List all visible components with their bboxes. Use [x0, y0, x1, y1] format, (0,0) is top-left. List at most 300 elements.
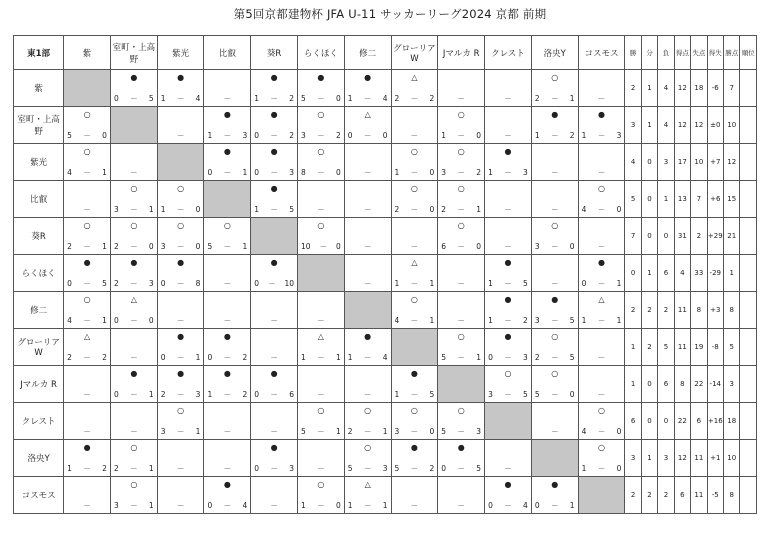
- score-dash: －: [410, 427, 419, 436]
- score: [441, 464, 481, 473]
- match-result-cell: [251, 440, 298, 477]
- score-dash: －: [410, 464, 419, 473]
- unplayed-mark: －: [597, 353, 606, 362]
- score: [67, 279, 107, 288]
- score-against: 0: [148, 242, 154, 251]
- match-result-cell: [531, 107, 578, 144]
- score-against: 0: [102, 131, 107, 140]
- score-dash: －: [504, 501, 512, 510]
- stat-header: 分: [641, 36, 657, 70]
- score-for: 2: [394, 205, 400, 214]
- score-for: 0: [67, 279, 72, 288]
- unplayed-mark: －: [550, 205, 559, 214]
- score-for: 1: [301, 353, 306, 362]
- stat-value: 18: [691, 70, 707, 107]
- score-for: 2: [347, 427, 353, 436]
- score: [535, 353, 575, 362]
- match-result-cell: [298, 144, 345, 181]
- result-symbol: ●: [223, 369, 231, 378]
- stat-value: 1: [641, 107, 657, 144]
- score-against: 1: [195, 353, 201, 362]
- unplayed-mark: －: [223, 464, 232, 473]
- match-result-cell: [298, 477, 345, 514]
- score-dash: －: [223, 501, 232, 510]
- score-against: 3: [289, 168, 294, 177]
- row-team-name: 紫: [14, 70, 64, 107]
- corner-label: 東1部: [14, 36, 64, 70]
- match-result-cell: [485, 440, 532, 477]
- score: [348, 427, 388, 436]
- score-against: 2: [569, 131, 575, 140]
- score: [301, 427, 341, 436]
- score-against: 4: [523, 501, 528, 510]
- match-result-cell: [344, 255, 391, 292]
- stat-value: 10: [723, 107, 739, 144]
- score-dash: －: [176, 353, 185, 362]
- unplayed-mark: －: [504, 242, 512, 251]
- score-against: 5: [102, 279, 107, 288]
- score-for: 0: [254, 131, 260, 140]
- match-result-cell: [157, 403, 204, 440]
- score: [395, 427, 435, 436]
- score-dash: －: [270, 205, 278, 214]
- match-result-cell: [344, 70, 391, 107]
- result-symbol: ○: [317, 147, 325, 156]
- score: [488, 501, 528, 510]
- score: [161, 205, 201, 214]
- stat-value: 13: [674, 181, 690, 218]
- match-result-cell: [578, 144, 625, 181]
- match-result-cell: [64, 107, 111, 144]
- result-symbol: △: [130, 295, 137, 304]
- score-dash: －: [597, 131, 606, 140]
- match-result-cell: [344, 218, 391, 255]
- score-dash: －: [597, 316, 606, 325]
- score-for: 0: [534, 501, 540, 510]
- result-symbol: △: [317, 332, 324, 341]
- score-for: 3: [441, 168, 447, 177]
- score-against: 0: [195, 242, 201, 251]
- score-against: 6: [289, 390, 294, 399]
- score-against: 0: [382, 131, 388, 140]
- result-symbol: ○: [83, 295, 91, 304]
- score: [348, 501, 388, 510]
- match-result-cell: [157, 329, 204, 366]
- match-result-cell: [110, 144, 157, 181]
- match-result-cell: [204, 255, 251, 292]
- unplayed-mark: －: [176, 464, 185, 473]
- match-result-cell: [485, 107, 532, 144]
- stat-value: 21: [723, 218, 739, 255]
- score-against: 5: [289, 205, 294, 214]
- score-for: 2: [67, 242, 72, 251]
- match-result-cell: [157, 218, 204, 255]
- score-for: 4: [394, 316, 400, 325]
- score-for: 5: [301, 427, 306, 436]
- unplayed-mark: －: [130, 353, 138, 362]
- match-result-cell: [531, 218, 578, 255]
- match-result-cell: [485, 181, 532, 218]
- unplayed-mark: －: [550, 168, 559, 177]
- self-match-cell: [438, 366, 485, 403]
- stat-value: 5: [625, 181, 641, 218]
- stat-value: 12: [674, 107, 690, 144]
- result-symbol: ●: [504, 480, 512, 489]
- score-dash: －: [457, 131, 465, 140]
- match-result-cell: [578, 181, 625, 218]
- score-against: 4: [195, 94, 201, 103]
- result-symbol: ○: [177, 221, 185, 230]
- score-for: 1: [394, 279, 400, 288]
- score: [535, 131, 575, 140]
- unplayed-mark: －: [597, 168, 606, 177]
- stat-value: 22: [674, 403, 690, 440]
- row-team-name: Jマルカ R: [14, 366, 64, 403]
- result-symbol: △: [598, 295, 605, 304]
- score-dash: －: [410, 94, 419, 103]
- score-dash: －: [550, 501, 559, 510]
- score-for: 4: [67, 168, 72, 177]
- result-symbol: ○: [410, 295, 418, 304]
- score-against: 5: [569, 353, 575, 362]
- score-dash: －: [270, 390, 278, 399]
- match-result-cell: [157, 255, 204, 292]
- match-result-cell: [485, 70, 532, 107]
- score-dash: －: [83, 353, 91, 362]
- match-result-cell: [251, 292, 298, 329]
- match-result-cell: [438, 218, 485, 255]
- result-symbol: ○: [317, 110, 325, 119]
- result-symbol: ●: [597, 110, 605, 119]
- score-dash: －: [597, 464, 606, 473]
- match-result-cell: [438, 440, 485, 477]
- score-against: 0: [335, 242, 341, 251]
- match-result-cell: [251, 477, 298, 514]
- stat-value: [740, 144, 757, 181]
- score-dash: －: [457, 353, 465, 362]
- score-dash: －: [176, 242, 185, 251]
- score-against: 5: [476, 464, 482, 473]
- score-against: 1: [148, 464, 154, 473]
- result-symbol: ●: [130, 73, 138, 82]
- score: [441, 131, 481, 140]
- result-symbol: ○: [130, 443, 138, 452]
- score-against: 1: [616, 279, 622, 288]
- match-result-cell: [531, 366, 578, 403]
- match-result-cell: [344, 107, 391, 144]
- score-dash: －: [317, 427, 325, 436]
- stat-value: 18: [723, 403, 739, 440]
- table-row: [14, 144, 757, 181]
- result-symbol: ○: [223, 221, 231, 230]
- unplayed-mark: －: [83, 205, 91, 214]
- match-result-cell: [204, 366, 251, 403]
- match-result-cell: [485, 218, 532, 255]
- score-against: 4: [242, 501, 248, 510]
- match-result-cell: [110, 255, 157, 292]
- score: [114, 279, 154, 288]
- result-symbol: △: [411, 258, 418, 267]
- score-dash: －: [317, 131, 325, 140]
- score: [301, 353, 341, 362]
- score: [254, 94, 294, 103]
- unplayed-mark: －: [363, 205, 372, 214]
- unplayed-mark: －: [270, 427, 278, 436]
- match-result-cell: [344, 403, 391, 440]
- stat-value: [740, 70, 757, 107]
- score-for: 3: [394, 427, 400, 436]
- self-match-cell: [157, 144, 204, 181]
- stat-value: -6: [707, 70, 723, 107]
- stat-value: 2: [658, 292, 674, 329]
- score-against: 1: [476, 205, 482, 214]
- stat-value: 33: [691, 255, 707, 292]
- stat-value: 6: [691, 403, 707, 440]
- unplayed-mark: －: [317, 316, 325, 325]
- score: [395, 94, 435, 103]
- score-for: 10: [301, 242, 311, 251]
- score-dash: －: [130, 390, 138, 399]
- score: [348, 131, 388, 140]
- unplayed-mark: －: [363, 279, 372, 288]
- stat-value: 7: [691, 181, 707, 218]
- score-for: 0: [113, 316, 119, 325]
- score-dash: －: [223, 390, 232, 399]
- score-dash: －: [83, 131, 91, 140]
- score-against: 1: [148, 205, 154, 214]
- result-symbol: ○: [597, 443, 605, 452]
- match-result-cell: [204, 292, 251, 329]
- stat-value: 1: [641, 255, 657, 292]
- score-against: 0: [429, 427, 435, 436]
- stat-value: 1: [641, 70, 657, 107]
- score: [207, 390, 247, 399]
- score-dash: －: [363, 464, 372, 473]
- score-for: 1: [254, 205, 260, 214]
- result-symbol: ○: [597, 406, 605, 415]
- score: [161, 427, 201, 436]
- score-dash: －: [317, 501, 325, 510]
- table-row: [14, 255, 757, 292]
- match-result-cell: [391, 144, 438, 181]
- score-for: 1: [581, 464, 587, 473]
- stat-value: 1: [641, 440, 657, 477]
- match-result-cell: [531, 181, 578, 218]
- stat-value: [740, 107, 757, 144]
- score-for: 5: [207, 242, 213, 251]
- stat-value: +3: [707, 292, 723, 329]
- match-result-cell: [578, 403, 625, 440]
- score: [488, 316, 528, 325]
- score-for: 4: [67, 316, 72, 325]
- match-result-cell: [157, 477, 204, 514]
- score: [161, 94, 201, 103]
- match-result-cell: [298, 366, 345, 403]
- match-result-cell: [110, 70, 157, 107]
- score: [114, 501, 154, 510]
- stat-value: 8: [723, 292, 739, 329]
- score-for: 1: [347, 501, 353, 510]
- score-against: 2: [289, 94, 294, 103]
- result-symbol: ●: [504, 295, 512, 304]
- unplayed-mark: －: [410, 242, 419, 251]
- stat-value: 3: [658, 440, 674, 477]
- score: [207, 242, 247, 251]
- stat-value: +1: [707, 440, 723, 477]
- stat-value: 5: [658, 329, 674, 366]
- score: [254, 279, 294, 288]
- match-result-cell: [438, 70, 485, 107]
- score: [114, 205, 154, 214]
- score-dash: －: [267, 279, 276, 288]
- score-for: 5: [394, 464, 400, 473]
- stat-value: [740, 477, 757, 514]
- score-dash: －: [550, 94, 559, 103]
- score: [161, 353, 201, 362]
- score-for: 0: [113, 390, 119, 399]
- match-result-cell: [344, 440, 391, 477]
- score-against: 1: [382, 501, 388, 510]
- match-result-cell: [531, 329, 578, 366]
- score: [254, 464, 294, 473]
- unplayed-mark: －: [504, 464, 512, 473]
- score-dash: －: [597, 427, 606, 436]
- match-result-cell: [251, 107, 298, 144]
- match-result-cell: [110, 403, 157, 440]
- score-dash: －: [363, 427, 372, 436]
- row-team-name: らくほく: [14, 255, 64, 292]
- score-dash: －: [410, 168, 419, 177]
- match-result-cell: [531, 70, 578, 107]
- match-result-cell: [64, 403, 111, 440]
- stat-value: +29: [707, 218, 723, 255]
- score-for: 0: [207, 168, 213, 177]
- table-row: [14, 292, 757, 329]
- score-dash: －: [550, 131, 559, 140]
- score: [114, 94, 154, 103]
- score: [582, 316, 622, 325]
- score-for: 1: [67, 464, 72, 473]
- score-for: 0: [488, 353, 493, 362]
- unplayed-mark: －: [223, 94, 232, 103]
- score-dash: －: [176, 279, 185, 288]
- score-for: 0: [254, 168, 260, 177]
- score-dash: －: [319, 242, 328, 251]
- score-against: 3: [523, 168, 528, 177]
- table-row: [14, 107, 757, 144]
- score: [582, 464, 622, 473]
- score-for: 2: [534, 353, 540, 362]
- score: [395, 390, 435, 399]
- score: [535, 94, 575, 103]
- table-row: [14, 181, 757, 218]
- score-against: 0: [476, 131, 482, 140]
- score-dash: －: [83, 316, 91, 325]
- stat-value: 11: [691, 440, 707, 477]
- score-for: 0: [254, 464, 260, 473]
- stat-value: 10: [691, 144, 707, 181]
- score: [67, 353, 107, 362]
- score-against: 2: [242, 390, 248, 399]
- column-team-name: 紫光: [157, 36, 204, 70]
- result-symbol: ○: [83, 147, 91, 156]
- score-dash: －: [504, 168, 512, 177]
- stat-value: 22: [691, 366, 707, 403]
- unplayed-mark: －: [363, 168, 372, 177]
- self-match-cell: [531, 440, 578, 477]
- match-result-cell: [438, 329, 485, 366]
- score: [395, 464, 435, 473]
- column-team-name: グローリアW: [391, 36, 438, 70]
- result-symbol: ●: [270, 184, 278, 193]
- match-result-cell: [391, 440, 438, 477]
- score-dash: －: [270, 464, 278, 473]
- match-result-cell: [391, 181, 438, 218]
- table-row: [14, 70, 757, 107]
- match-result-cell: [157, 107, 204, 144]
- score: [254, 390, 294, 399]
- result-symbol: ●: [223, 110, 231, 119]
- stat-value: 4: [625, 144, 641, 181]
- unplayed-mark: －: [504, 205, 512, 214]
- unplayed-mark: －: [270, 316, 278, 325]
- match-result-cell: [157, 366, 204, 403]
- score-for: 1: [301, 501, 306, 510]
- stat-value: 2: [658, 477, 674, 514]
- score-dash: －: [550, 242, 559, 251]
- result-symbol: △: [411, 73, 418, 82]
- score-against: 5: [569, 316, 575, 325]
- stat-value: 12: [674, 70, 690, 107]
- score-for: 1: [347, 94, 353, 103]
- stat-value: 0: [625, 255, 641, 292]
- score-against: 3: [523, 353, 528, 362]
- match-result-cell: [391, 292, 438, 329]
- league-table: [13, 35, 757, 514]
- stat-value: +6: [707, 181, 723, 218]
- score: [301, 94, 341, 103]
- score-against: 1: [429, 279, 435, 288]
- score-against: 0: [429, 168, 435, 177]
- score-for: 5: [347, 464, 353, 473]
- row-team-name: クレスト: [14, 403, 64, 440]
- score-against: 3: [195, 390, 201, 399]
- stat-value: [740, 255, 757, 292]
- match-result-cell: [204, 477, 251, 514]
- score-against: 2: [102, 464, 107, 473]
- result-symbol: ○: [457, 110, 465, 119]
- match-result-cell: [344, 144, 391, 181]
- column-team-name: 比叡: [204, 36, 251, 70]
- score-against: 2: [335, 131, 341, 140]
- column-team-name: 修二: [344, 36, 391, 70]
- match-result-cell: [485, 329, 532, 366]
- score: [535, 501, 575, 510]
- result-symbol: ●: [504, 147, 512, 156]
- score-against: 4: [382, 353, 388, 362]
- match-result-cell: [110, 292, 157, 329]
- table-row: [14, 477, 757, 514]
- match-result-cell: [110, 440, 157, 477]
- stat-value: 0: [641, 218, 657, 255]
- score: [67, 464, 107, 473]
- score-against: 0: [335, 501, 341, 510]
- score-for: 2: [394, 94, 400, 103]
- result-symbol: ●: [410, 443, 418, 452]
- match-result-cell: [110, 218, 157, 255]
- score: [207, 168, 247, 177]
- score-for: 3: [113, 205, 119, 214]
